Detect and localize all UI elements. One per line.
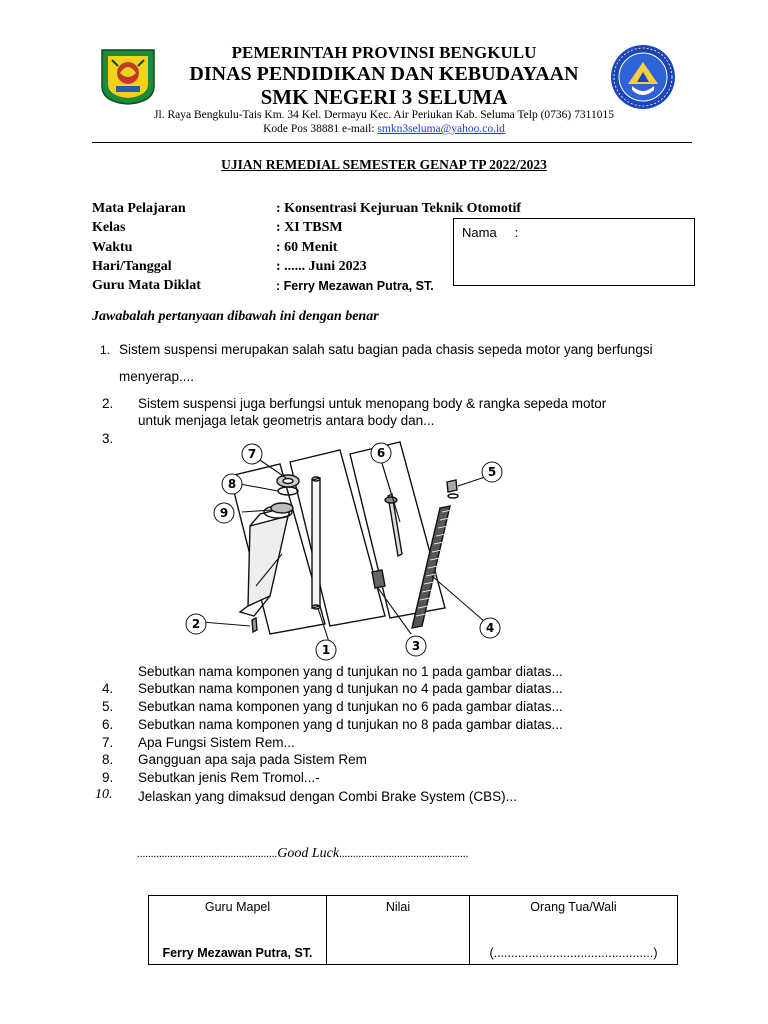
q3-text: Sebutkan nama komponen yang d tunjukan no 1 pada gambar diatas... — [138, 664, 563, 679]
info-label-teacher: Guru Mata Diklat — [92, 278, 201, 293]
exam-title: UJIAN REMEDIAL SEMESTER GENAP TP 2022/2023 — [221, 157, 547, 172]
signature-table — [148, 895, 678, 965]
label-4: 4 — [485, 621, 495, 635]
info-label-class: Kelas — [92, 220, 126, 235]
header-line-1: PEMERINTAH PROVINSI BENGKULU — [231, 43, 537, 62]
sig-cell-teacher — [149, 896, 327, 965]
q5-number: 5. — [102, 699, 114, 714]
sig-parent-header: Orang Tua/Wali — [530, 900, 617, 914]
q9-number: 9. — [102, 770, 114, 785]
q1-number: 1. — [100, 343, 111, 357]
info-value-subject: : Konsentrasi Kejuruan Teknik Otomotif — [276, 201, 522, 216]
q10-text: Jelaskan yang dimaksud dengan Combi Brake System (CBS)... — [138, 789, 517, 804]
q6-number: 6. — [102, 717, 114, 732]
postal-text: Kode Pos 38881 e-mail: — [263, 123, 378, 135]
sig-teacher-name: Ferry Mezawan Putra, ST. — [162, 946, 313, 960]
info-label-time: Waktu — [92, 240, 133, 255]
q9-text: Sebutkan jenis Rem Tromol...- — [138, 770, 320, 785]
label-7: 7 — [247, 447, 257, 461]
q4-text: Sebutkan nama komponen yang d tunjukan no 4 pada gambar diatas... — [138, 681, 563, 696]
label-9: 9 — [219, 506, 229, 520]
q4-number: 4. — [102, 681, 114, 696]
q2-number: 2. — [102, 396, 114, 411]
sig-cell-score[interactable] — [327, 896, 470, 965]
q7-text: Apa Fungsi Sistem Rem... — [138, 735, 295, 750]
info-value-teacher: : Ferry Mezawan Putra, ST. — [276, 279, 434, 293]
sig-cell-parent — [470, 896, 678, 965]
spring-cap — [447, 480, 457, 492]
drain-bolt — [252, 618, 257, 632]
good-luck-dots-left: ................................................... — [137, 848, 278, 860]
info-value-date: : ...... Juni 2023 — [276, 259, 367, 274]
q6-text: Sebutkan nama komponen yang d tunjukan no 8 pada gambar diatas... — [138, 717, 563, 732]
info-label-date: Hari/Tanggal — [92, 259, 172, 274]
label-1: 1 — [321, 643, 331, 657]
q1-text-line2: menyerap.... — [119, 369, 195, 384]
rod-piece — [372, 570, 385, 588]
suspension-diagram — [170, 436, 520, 662]
info-value-class: : XI TBSM — [276, 220, 343, 235]
name-box-label: Nama : — [462, 225, 519, 240]
label-2: 2 — [191, 617, 201, 631]
q3-number: 3. — [102, 431, 114, 446]
seal-ring — [271, 503, 293, 513]
label-8: 8 — [227, 477, 237, 491]
header-address: Jl. Raya Bengkulu-Tais Km. 34 Kel. Dermayu Kec. Air Periukan Kab. Seluma Telp (0736) 7311015 — [154, 109, 614, 121]
q8-text: Gangguan apa saja pada Sistem Rem — [138, 752, 367, 767]
info-value-time: : 60 Menit — [276, 240, 338, 255]
name-box[interactable] — [453, 218, 695, 286]
good-luck-line — [137, 845, 587, 862]
header-line-2: DINAS PENDIDIKAN DAN KEBUDAYAAN — [189, 63, 579, 85]
q8-number: 8. — [102, 752, 114, 767]
info-label-subject: Mata Pelajaran — [92, 201, 186, 216]
q7-number: 7. — [102, 735, 114, 750]
header-school-name: SMK NEGERI 3 SELUMA — [260, 85, 508, 109]
header-postal — [0, 123, 768, 135]
sig-parent-blank: (..............................................) — [489, 946, 658, 960]
good-luck-dots-right: ............................................... — [339, 848, 469, 860]
outer-tube — [248, 516, 288, 606]
good-luck-text: Good Luck — [277, 846, 340, 861]
sig-teacher-header: Guru Mapel — [204, 900, 271, 914]
q10-number: 10. — [95, 787, 113, 802]
sig-score-header: Nilai — [385, 900, 411, 914]
q1-text-line1: Sistem suspensi merupakan salah satu bagian pada chasis sepeda motor yang berfungsi — [119, 342, 653, 357]
instruction: Jawabalah pertanyaan dibawah ini dengan benar — [92, 309, 379, 324]
q2-text-line1: Sistem suspensi juga berfungsi untuk menopang body & rangka sepeda motor — [138, 396, 607, 411]
email-link[interactable]: smkn3seluma@yahoo.co.id — [377, 123, 505, 135]
q5-text: Sebutkan nama komponen yang d tunjukan no 6 pada gambar diatas... — [138, 699, 563, 714]
label-5: 5 — [487, 465, 497, 479]
label-3: 3 — [411, 639, 421, 653]
inner-tube — [312, 478, 320, 608]
q2-text-line2: untuk menjaga letak geometris antara body dan... — [138, 413, 435, 428]
label-6: 6 — [376, 446, 386, 460]
header-divider — [92, 142, 692, 143]
